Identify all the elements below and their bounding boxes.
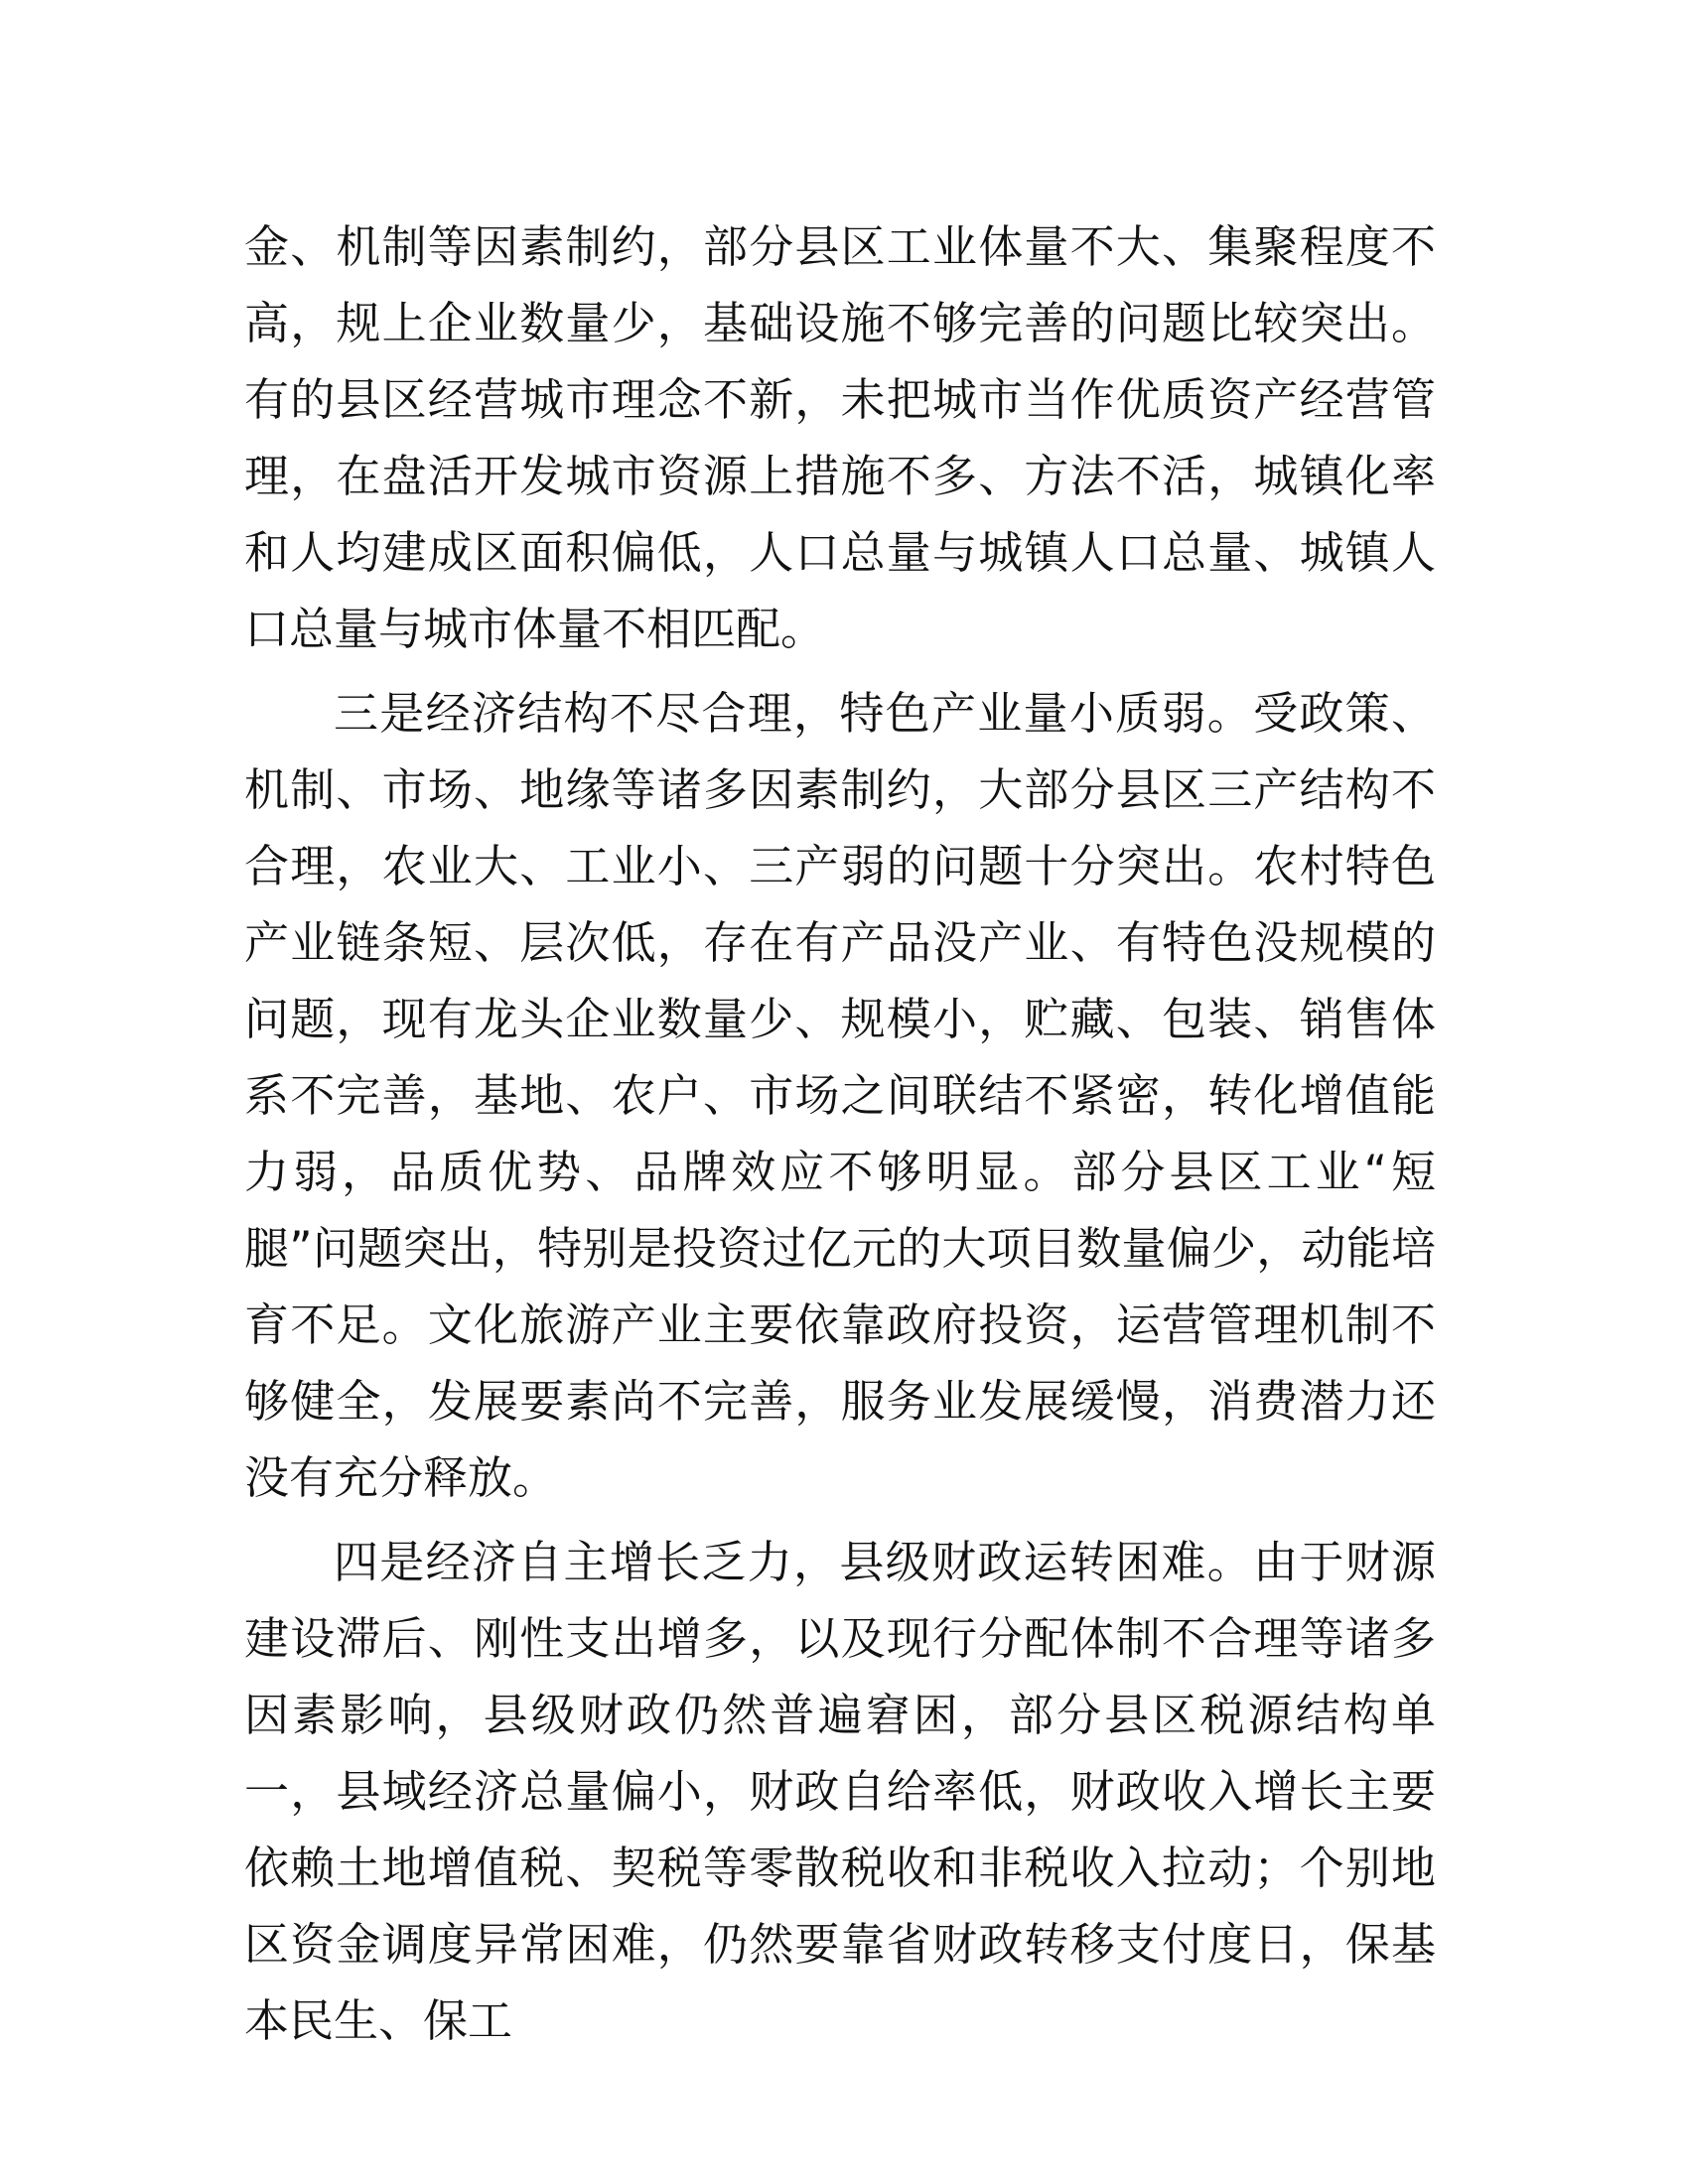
document-body	[244, 208, 1436, 2059]
paragraph-county-finance: 四是经济自主增长乏力，县级财政运转困难。由于财源建设滞后、刚性支出增多，以及现行分配体制不合理等诸多因素影响，县级财政仍然普遍窘困，部分县区税源结构单一，县域经济总量偏小，财政自给率低，财政收入增长主要依赖土地增值税、契税等零散税收和非税收入拉动；个别地区资金调度异常困难，仍然要靠省财政转移支付度日，保基本民生、保工	[244, 1536, 1436, 2047]
paragraph-urban-development: 金、机制等因素制约，部分县区工业体量不大、集聚程度不高，规上企业数量少，基础设施不够完善的问题比较突出。有的县区经营城市理念不新，未把城市当作优质资产经营管理，在盘活开发城市资源上措施不多、方法不活，城镇化率和人均建成区面积偏低，人口总量与城镇人口总量、城镇人口总量与城市体量不相匹配。	[244, 220, 1436, 655]
paragraph-economic-structure: 三是经济结构不尽合理，特色产业量小质弱。受政策、机制、市场、地缘等诸多因素制约，大部分县区三产结构不合理，农业大、工业小、三产弱的问题十分突出。农村特色产业链条短、层次低，存在有产品没产业、有特色没规模的问题，现有龙头企业数量少、规模小，贮藏、包装、销售体系不完善，基地、农户、市场之间联结不紧密，转化增值能力弱，品质优势、品牌效应不够明显。部分县区工业“短腿”问题突出，特别是投资过亿元的大项目数量偏少，动能培育不足。文化旅游产业主要依靠政府投资，运营管理机制不够健全，发展要素尚不完善，服务业发展缓慢，消费潜力还没有充分释放。	[244, 687, 1436, 1504]
